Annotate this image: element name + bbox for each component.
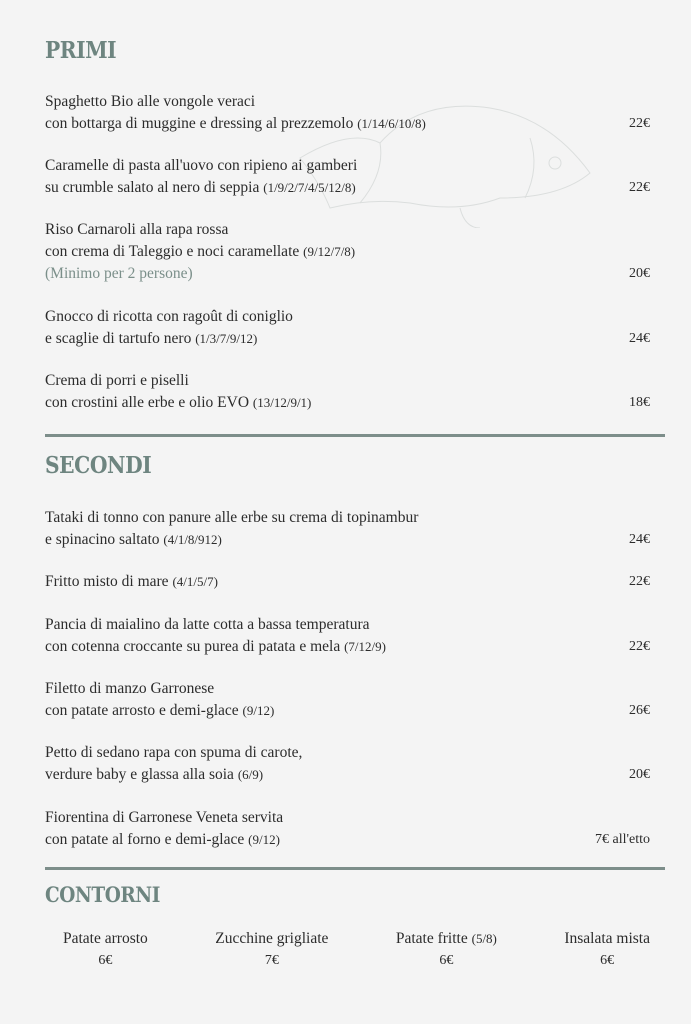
item-price: 26€ — [629, 703, 650, 718]
item-description: con cotenna croccante su purea di patata e mela — [45, 638, 341, 655]
menu-item — [45, 742, 650, 786]
section-divider — [45, 867, 665, 870]
menu-item — [45, 507, 650, 551]
item-name: Tataki di tonno con panure alle erbe su crema di topinambur — [45, 509, 419, 526]
menu-item — [45, 571, 650, 593]
side-name: Patate arrosto — [63, 930, 148, 947]
item-description: e spinacino saltato — [45, 531, 160, 548]
item-name: Crema di porri e piselli — [45, 372, 189, 389]
item-name: Fiorentina di Garronese Veneta servita — [45, 809, 284, 826]
item-allergens: (4/1/5/7) — [172, 574, 218, 589]
item-name: Petto di sedano rapa con spuma di carote, — [45, 744, 303, 761]
item-price: 22€ — [629, 180, 650, 195]
item-name: Riso Carnaroli alla rapa rossa — [45, 221, 229, 238]
side-name: Patate fritte — [395, 930, 468, 947]
item-price: 24€ — [629, 532, 650, 547]
item-allergens: (9/12/7/8) — [303, 244, 356, 259]
item-description: verdure baby e glassa alla soia — [45, 766, 234, 783]
item-allergens: (9/12) — [248, 832, 280, 847]
item-name: Filetto di manzo Garronese — [45, 680, 215, 697]
section-title-secondi: SECONDI — [45, 452, 152, 479]
item-name: Gnocco di ricotta con ragoût di coniglio — [45, 308, 293, 325]
menu-item — [45, 306, 650, 350]
side-dish — [396, 928, 497, 972]
item-name: Pancia di maialino da latte cotta a bassa temperatura — [45, 616, 370, 633]
item-allergens: (6/9) — [237, 767, 264, 782]
side-dish — [564, 928, 650, 972]
item-allergens: (7/12/9) — [344, 639, 386, 654]
menu-item — [45, 155, 650, 199]
side-name: Zucchine grigliate — [215, 930, 329, 947]
side-dish — [215, 928, 328, 972]
item-name: Caramelle di pasta all'uovo con ripieno ai gamberi — [45, 157, 358, 174]
item-allergens: (1/14/6/10/8) — [357, 116, 426, 131]
menu-item — [45, 91, 650, 135]
item-description: e scaglie di tartufo nero — [45, 330, 192, 347]
menu-item — [45, 219, 650, 285]
item-name: Fritto misto di mare — [45, 573, 169, 590]
item-description: con bottarga di muggine e dressing al prezzemolo — [45, 115, 354, 132]
side-price: 6€ — [98, 953, 113, 968]
section-divider — [45, 434, 665, 437]
item-price: 7€ all'etto — [594, 832, 650, 847]
menu-item — [45, 678, 650, 722]
side-allergens: (5/8) — [471, 931, 497, 946]
item-allergens: (4/1/8/912) — [163, 532, 222, 547]
item-price: 22€ — [629, 639, 650, 654]
item-price: 18€ — [629, 395, 650, 410]
side-dish — [63, 928, 148, 972]
item-price: 20€ — [629, 767, 650, 782]
side-price: 6€ — [439, 953, 454, 968]
contorni-list — [45, 928, 665, 972]
item-allergens: (13/12/9/1) — [252, 395, 312, 410]
item-allergens: (9/12) — [242, 703, 275, 718]
item-name: Spaghetto Bio alle vongole veraci — [45, 93, 256, 110]
item-note: (Minimo per 2 persone) — [45, 265, 193, 282]
item-description: con patate al forno e demi-glace — [45, 831, 245, 848]
item-description: su crumble salato al nero di seppia — [45, 179, 264, 196]
item-price: 22€ — [629, 116, 650, 131]
item-description: con crostini alle erbe e olio EVO — [45, 394, 250, 411]
side-price: 7€ — [264, 953, 279, 968]
item-allergens: (1/9/2/7/4/5/12/8) — [263, 180, 356, 195]
section-title-primi: PRIMI — [45, 37, 117, 64]
item-price: 22€ — [629, 574, 650, 589]
menu-item — [45, 370, 650, 414]
side-name: Insalata mista — [564, 930, 650, 947]
item-description: con patate arrosto e demi-glace — [45, 702, 239, 719]
item-allergens: (1/3/7/9/12) — [195, 331, 258, 346]
item-price: 24€ — [629, 331, 650, 346]
item-description: con crema di Taleggio e noci caramellate — [45, 243, 300, 260]
side-price: 6€ — [600, 953, 615, 968]
menu-item — [45, 614, 650, 658]
item-price: 20€ — [629, 266, 650, 281]
section-title-contorni: CONTORNI — [45, 882, 160, 907]
menu-item — [45, 807, 650, 851]
